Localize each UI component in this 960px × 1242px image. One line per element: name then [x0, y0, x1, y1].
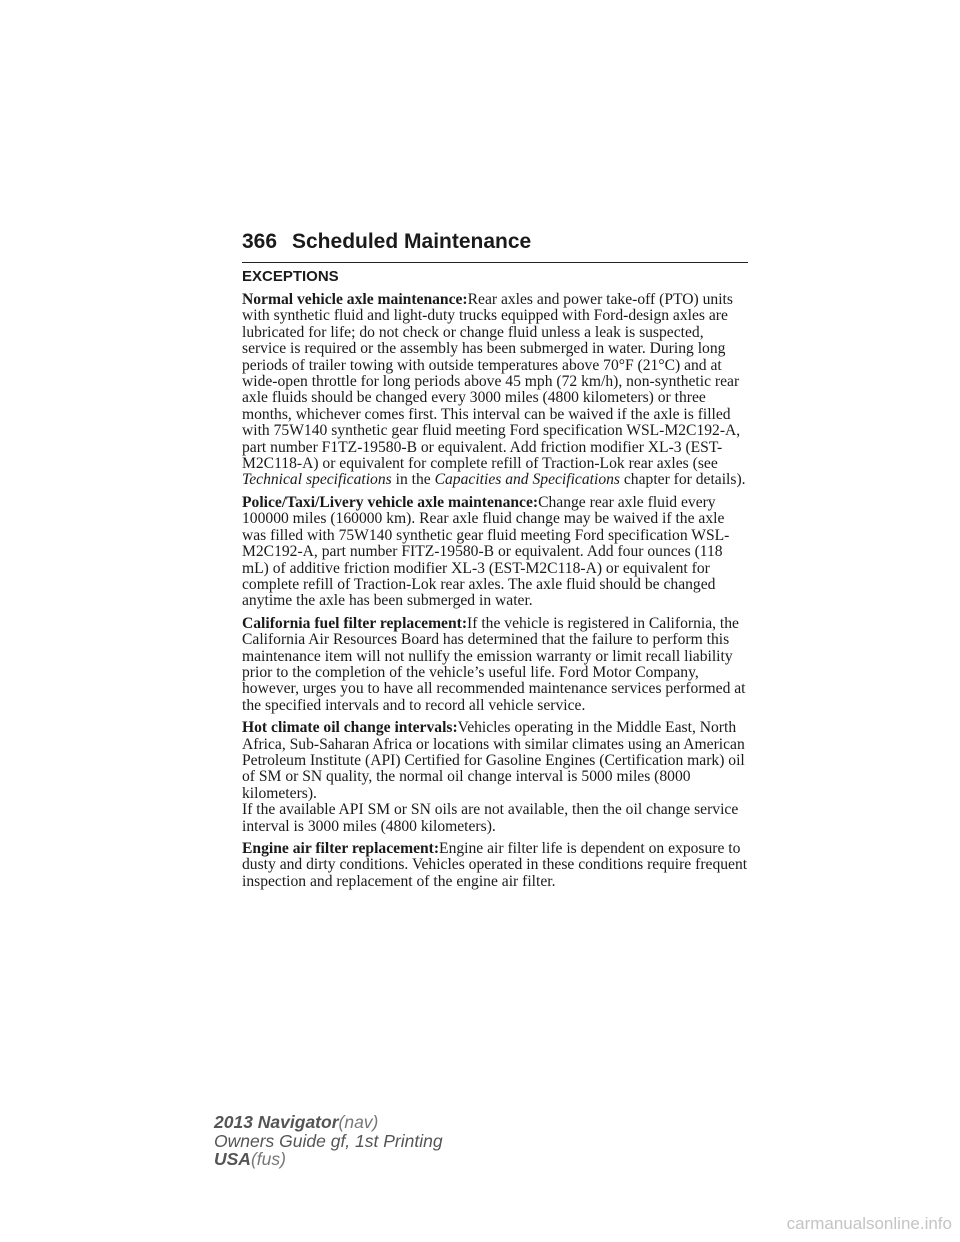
paragraph-text: in the [391, 471, 435, 489]
exceptions-heading: EXCEPTIONS [242, 268, 339, 285]
page-number: 366 [242, 230, 278, 253]
paragraph-text: Vehicles operating in the Middle East, North Africa, Sub-Saharan Africa or locations with similar climates using an American Petroleum Institute (API) Certified for Gasoline Engines (Certification mark) oil of SM or SN quality, the normal oil change interval is 5000 miles (8000 kilometers). [242, 719, 745, 802]
page-footer [214, 1113, 443, 1169]
page-header [242, 228, 748, 263]
paragraph-text: Change rear axle fluid every 100000 miles (160000 km). Rear axle fluid change may be waived if the axle was filled with 75W140 synthetic gear fluid meeting Ford specification WSL-M2C192-A, part number FITZ-19580-B or equivalent. Add four ounces (118 mL) of additive friction modifier XL-3 (EST-M2C118-A) or equivalent for complete refill of Traction-Lok rear axles. The axle fluid should be changed anytime the axle has been submerged in water. [242, 493, 730, 610]
footer-market-code: (fus) [250, 1149, 286, 1169]
paragraph-text: Rear axles and power take-off (PTO) units with synthetic fluid and light-duty trucks equipped with Ford-design axles are lubricated for life; do not check or change fluid unless a leak is suspected, service is required or the assembly has been submerged in water. During long periods of trailer towing with outside temperatures above 70°F (21°C) and at wide-open throttle for long periods above 45 mph (72 km/h), non-synthetic rear axle fluids should be changed every 3000 miles (4800 kilometers) or three months, whichever comes first. This interval can be waived if the axle is filled with 75W140 synthetic gear fluid meeting Ford specification WSL-M2C192-A, part number F1TZ-19580-B or equivalent. Add friction modifier XL-3 (EST-M2C118-A) or equivalent for complete refill of Traction-Lok rear axles (see [242, 291, 741, 473]
footer-line-2: Owners Guide gf, 1st Printing [214, 1130, 443, 1151]
footer-model: 2013 Navigator [214, 1112, 339, 1132]
section-title: Scheduled Maintenance [292, 230, 532, 253]
paragraph-normal-axle [242, 292, 748, 489]
paragraph-lead: California fuel filter replacement: [242, 614, 468, 632]
cross-reference-link: Capacities and Specifications [434, 471, 620, 489]
paragraph-air-filter [242, 841, 748, 890]
paragraph-hot-climate-followup: If the available API SM or SN oils are not available, then the oil change service interval is 3000 miles (4800 kilometers). [242, 801, 739, 835]
paragraph-police-axle [242, 495, 748, 610]
paragraph-lead: Police/Taxi/Livery vehicle axle maintenance: [242, 493, 539, 511]
page-content [242, 268, 748, 896]
footer-market: USA [214, 1149, 251, 1169]
cross-reference-link: Technical specifications [242, 471, 392, 489]
paragraph-lead: Normal vehicle axle maintenance: [242, 291, 468, 308]
paragraph-california-filter [242, 616, 748, 714]
paragraph-hot-climate [242, 720, 748, 802]
paragraph-text: Engine air filter life is dependent on exposure to dusty and dirty conditions. Vehicles operated in these conditions require frequent inspection and replacement of the engine air filter. [242, 840, 748, 890]
footer-model-code: (nav) [338, 1112, 379, 1132]
footer-line-3 [214, 1150, 443, 1169]
watermark: carmanualsonline.info [786, 1214, 952, 1233]
footer-line-1 [214, 1113, 443, 1132]
paragraph-lead: Engine air filter replacement: [242, 840, 440, 857]
paragraph-text: chapter for details). [619, 471, 746, 489]
paragraph-lead: Hot climate oil change intervals: [242, 719, 458, 737]
paragraph-text: If the vehicle is registered in California, the California Air Resources Board has determined that the failure to perform this maintenance item will not nullify the emission warranty or limit recall liability prior to the completion of the vehicle’s useful life. Ford Motor Company, however, urges you to have all recommended maintenance services performed at the specified intervals and to record all vehicle service. [242, 614, 746, 714]
